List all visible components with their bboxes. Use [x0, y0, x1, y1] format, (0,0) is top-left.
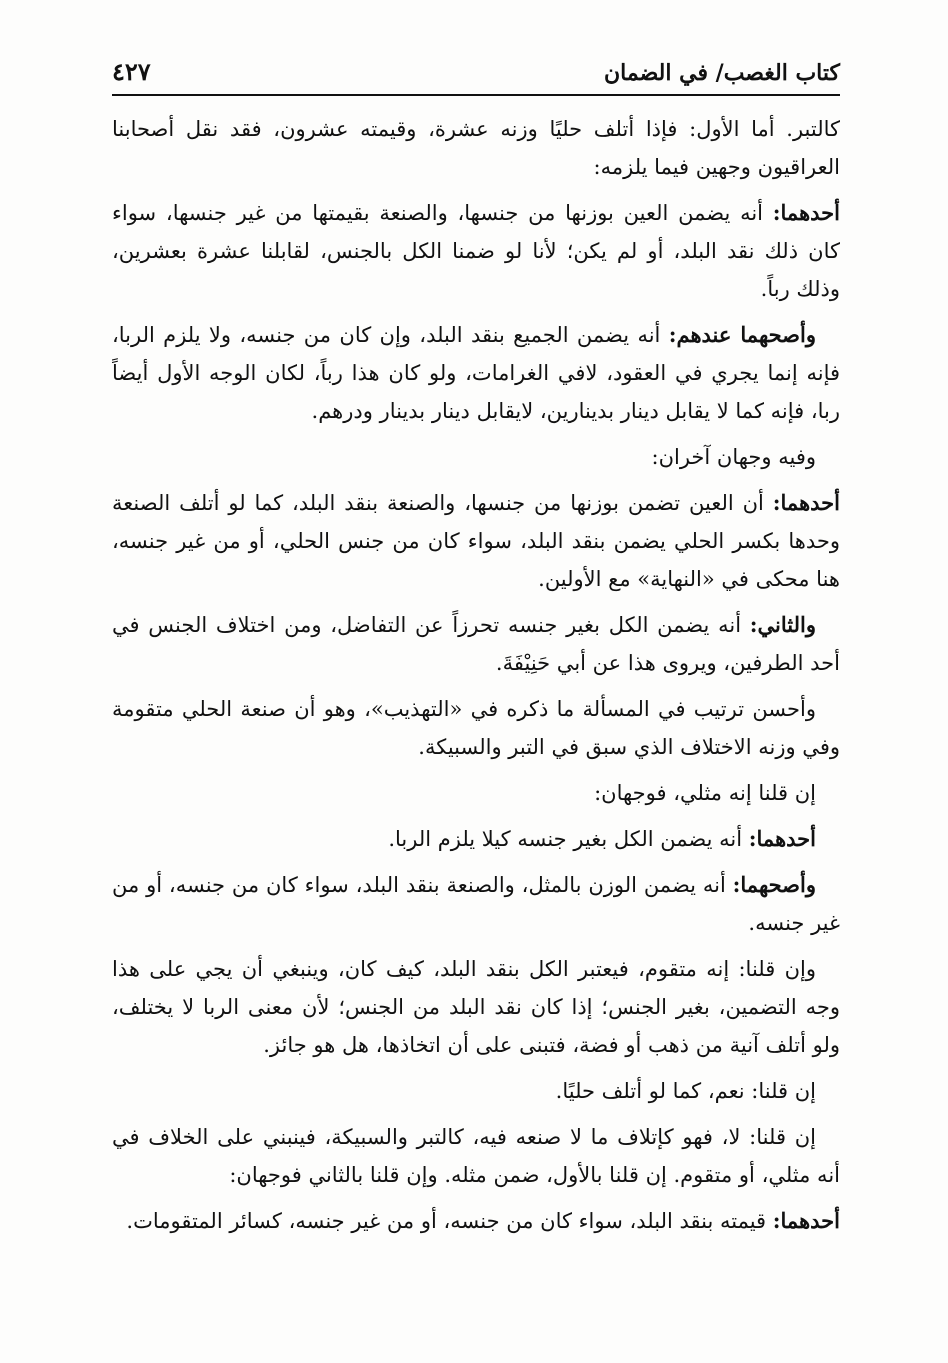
- paragraph-text: إن قلنا: نعم، كما لو أتلف حليًا.: [555, 1079, 816, 1103]
- page-number: ٤٢٧: [112, 57, 151, 86]
- paragraph-text: كالتبر. أما الأول: فإذا أتلف حليًا وزنه عشرة، وقيمته عشرون، فقد نقل أصحابنا العراقيون وجهين فيما يلزمه:: [112, 117, 840, 179]
- paragraph-text: أنه يضمن الوزن بالمثل، والصنعة بنقد البلد، سواء كان من جنسه، أو من غير جنسه.: [112, 873, 840, 935]
- paragraph: [112, 484, 840, 598]
- paragraph: [112, 438, 840, 476]
- paragraph-lead: والثاني:: [749, 612, 816, 637]
- paragraph: [112, 110, 840, 186]
- paragraph-text: إن قلنا إنه مثلي، فوجهان:: [594, 781, 816, 805]
- paragraph-text: وفيه وجهان آخران:: [651, 445, 816, 469]
- paragraph: [112, 950, 840, 1064]
- paragraph-lead: أحدهما:: [748, 826, 816, 851]
- paragraph: [112, 774, 840, 812]
- paragraph-lead: أحدهما:: [772, 490, 840, 515]
- paragraph: [112, 316, 840, 430]
- paragraph: [112, 866, 840, 942]
- page-header: [112, 52, 840, 96]
- paragraph: [112, 606, 840, 682]
- paragraph-text: أن العين تضمن بوزنها من جنسها، والصنعة بنقد البلد، كما لو أتلف الصنعة وحدها بكسر الحلي يضمن بنقد البلد، سواء كان من جنس الحلي، أو من غير جنسه، هنا محكى في «النهاية» مع الأولين.: [112, 491, 840, 591]
- paragraph: [112, 1072, 840, 1110]
- paragraph: [112, 1202, 840, 1240]
- paragraph-text: أنه يضمن الجميع بنقد البلد، وإن كان من جنسه، ولا يلزم الربا، فإنه إنما يجري في العقود، لافي الغرامات، ولو كان هذا رباً، لكان الوجه الأول أيضاً ربا، فإنه كما لا يقابل دينار بدينارين، لايقابل دينار بدينار ودرهم.: [112, 323, 840, 423]
- paragraph-text: قيمته بنقد البلد، سواء كان من جنسه، أو من غير جنسه، كسائر المتقومات.: [126, 1209, 773, 1233]
- paragraph-text: أنه يضمن العين بوزنها من جنسها، والصنعة بقيمتها من غير جنسها، سواء كان ذلك نقد البلد، أو لم يكن؛ لأنا لو ضمنا الكل بالجنس، لقابلنا عشرة بعشرين، وذلك رباً.: [112, 201, 840, 301]
- paragraph-lead: وأصحهما عندهم:: [668, 322, 816, 347]
- paragraph-text: أنه يضمن الكل بغير جنسه تحرزاً عن التفاضل، ومن اختلاف الجنس في أحد الطرفين، ويروى هذا عن أبي حَنِيْفَةَ.: [112, 613, 840, 675]
- paragraph: [112, 194, 840, 308]
- paragraph-text: وإن قلنا: إنه متقوم، فيعتبر الكل بنقد البلد، كيف كان، وينبغي أن يجي على هذا وجه التضمين، بغير الجنس؛ إذا كان نقد البلد من الجنس؛ لأن معنى الربا لا يختلف، ولو أتلف آنية من ذهب أو فضة، فتبنى على أن اتخاذها، هل هو جائز.: [112, 957, 840, 1057]
- paragraph: [112, 690, 840, 766]
- paragraph-lead: وأصحهما:: [732, 872, 816, 897]
- paragraph-lead: أحدهما:: [772, 200, 840, 225]
- page-body: [112, 110, 840, 1310]
- paragraph-text: إن قلنا: لا، فهو كإتلاف ما لا صنعه فيه، كالتبر والسبيكة، فينبني على الخلاف في أنه مثلي، أو متقوم. إن قلنا بالأول، ضمن مثله. وإن قلنا بالثاني فوجهان:: [112, 1125, 840, 1187]
- paragraph: [112, 1118, 840, 1194]
- paragraph: [112, 820, 840, 858]
- paragraph-text: وأحسن ترتيب في المسألة ما ذكره في «التهذيب»، وهو أن صنعة الحلي متقومة وفي وزنه الاختلاف الذي سبق في التبر والسبيكة.: [112, 697, 840, 759]
- paragraph-text: أنه يضمن الكل بغير جنسه كيلا يلزم الربا.: [388, 827, 749, 851]
- running-title: كتاب الغصب/ في الضمان: [604, 60, 840, 86]
- paragraph-lead: أحدهما:: [772, 1208, 840, 1233]
